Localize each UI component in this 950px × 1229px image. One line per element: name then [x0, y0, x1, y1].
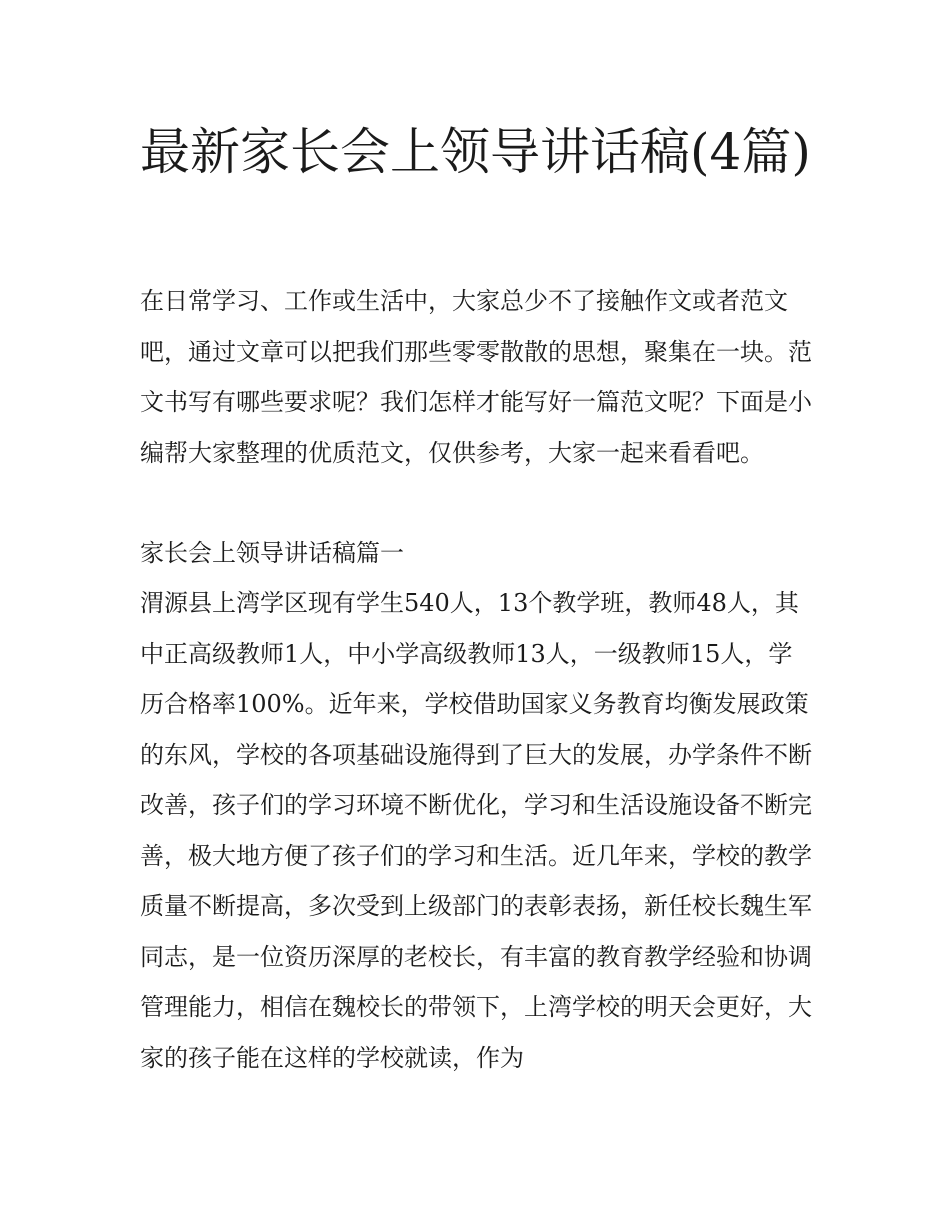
document-title: 最新家长会上领导讲话稿(4篇)	[140, 123, 811, 181]
section-heading: 家长会上领导讲话稿篇一	[140, 539, 404, 567]
body-paragraph: 渭源县上湾学区现有学生540人，13个教学班，教师48人，其中正高级教师1人，中小学高级教师13人，一级教师15人，学历合格率100%。近年来，学校借助国家义务教育均衡发展政策的东风，学校的各项基础设施得到了巨大的发展，办学条件不断改善，孩子们的学习环境不断优化，学习和生活设施设备不断完善，极大地方便了孩子们的学习和生活。近几年来，学校的教学质量不断提高，多次受到上级部门的表彰表扬，新任校长魏生军同志，是一位资历深厚的老校长，有丰富的教育教学经验和协调管理能力，相信在魏校长的带领下，上湾学校的明天会更好，大家的孩子能在这样的学校就读，作为	[140, 589, 812, 1072]
intro-paragraph: 在日常学习、工作或生活中，大家总少不了接触作文或者范文吧，通过文章可以把我们那些零零散散的思想，聚集在一块。范文书写有哪些要求呢？我们怎样才能写好一篇范文呢？下面是小编帮大家整理的优质范文，仅供参考，大家一起来看看吧。	[140, 287, 812, 467]
